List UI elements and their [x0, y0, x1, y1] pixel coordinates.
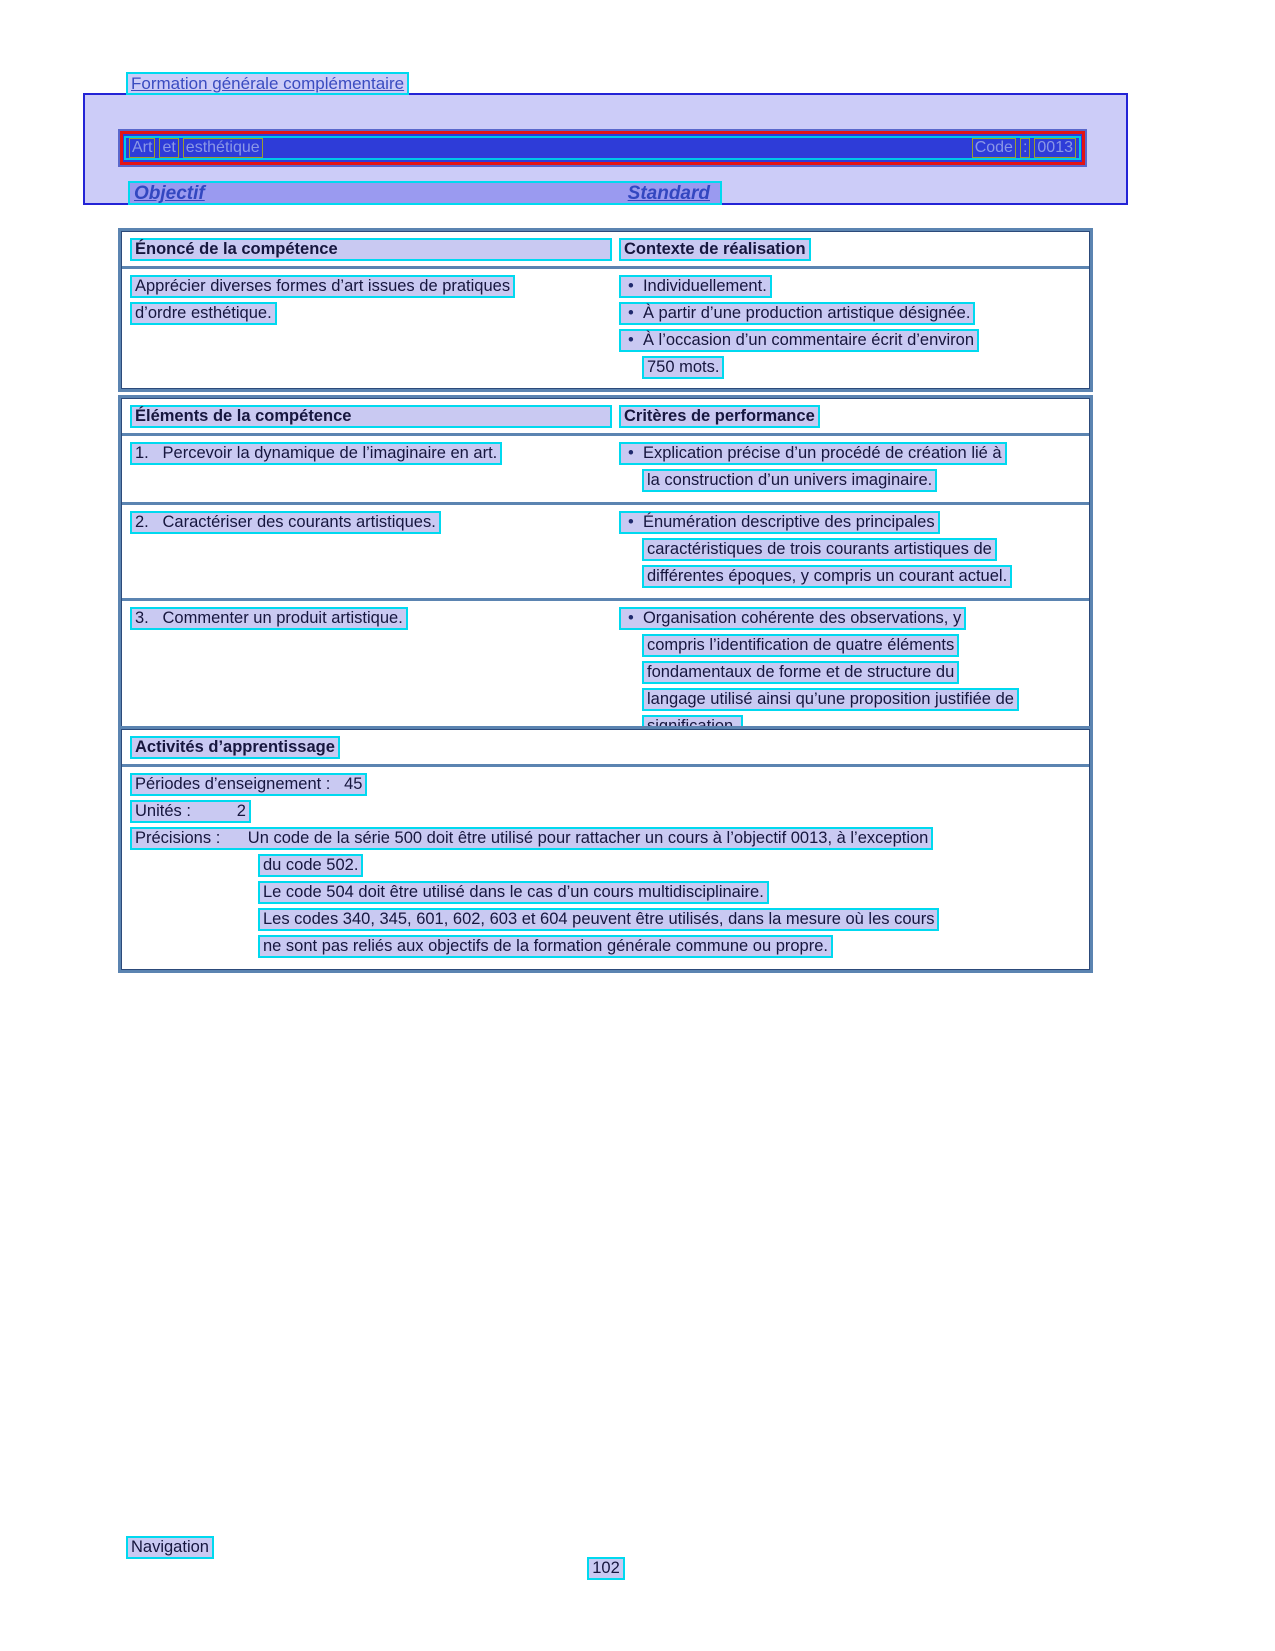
header-panel [83, 93, 1128, 205]
course-code-word: Code [972, 138, 1016, 158]
criteria-line: différentes époques, y compris un courant actuel. [642, 565, 1082, 588]
competency-table-header [121, 231, 1090, 269]
statement-line: d’ordre esthétique. [130, 302, 619, 325]
criteria-cell [619, 442, 1082, 496]
activities-body [121, 767, 1090, 970]
criteria-line: la construction d’un univers imaginaire. [642, 469, 1082, 492]
criteria-cell [619, 511, 1082, 592]
criteria-line: langage utilisé ainsi qu’une proposition justifiée de [642, 688, 1082, 711]
navigation-label[interactable]: Navigation [126, 1536, 214, 1559]
navigation-link[interactable] [126, 1536, 214, 1559]
objectif-standard-row [128, 181, 722, 205]
element-item: 3. Commenter un produit artistique. [130, 607, 619, 630]
header-cell-elements [130, 405, 619, 428]
criteria-line: • Énumération descriptive des principales [619, 511, 1082, 534]
header-cell-contexte [619, 238, 1082, 261]
element-row [121, 436, 1090, 502]
course-title-word: et [159, 138, 178, 158]
header-label: Contexte de réalisation [619, 238, 811, 261]
criteria-line: • Explication précise d’un procédé de création lié à [619, 442, 1082, 465]
page-number-row [0, 1557, 1212, 1580]
element-cell [130, 511, 619, 592]
competency-row [121, 269, 1090, 389]
header-label: Critères de performance [619, 405, 820, 428]
elements-table-header [121, 398, 1090, 436]
criteria-line: fondamentaux de forme et de structure du [642, 661, 1082, 684]
activity-line: ne sont pas reliés aux objectifs de la formation générale commune ou propre. [258, 935, 1081, 958]
header-label: Énoncé de la compétence [130, 238, 612, 261]
activity-line: Unités : 2 [130, 800, 1081, 823]
header-cell-enonce [130, 238, 619, 261]
activity-line: du code 502. [258, 854, 1081, 877]
context-line: • À l’occasion d’un commentaire écrit d’environ [619, 329, 1082, 352]
criteria-cell [619, 607, 1082, 742]
course-banner [118, 129, 1087, 167]
header-cell-criteres [619, 405, 1082, 428]
context-line: 750 mots. [642, 356, 1082, 379]
course-code-word: 0013 [1034, 138, 1076, 158]
section-link[interactable] [126, 72, 409, 95]
activities-table [118, 726, 1093, 973]
course-banner-text-line [124, 136, 1081, 160]
activity-line: Précisions : Un code de la série 500 doit être utilisé pour rattacher un cours à l’objectif 0013, à l’exception [130, 827, 1081, 850]
context-line: • Individuellement. [619, 275, 1082, 298]
heading-standard: Standard [627, 183, 710, 204]
activities-table-header [121, 729, 1090, 767]
section-link-label[interactable]: Formation générale complémentaire [126, 72, 409, 95]
context-cell [619, 275, 1082, 383]
statement-cell [130, 275, 619, 383]
activity-line: Le code 504 doit être utilisé dans le cas d’un cours multidisciplinaire. [258, 881, 1081, 904]
criteria-line: compris l’identification de quatre éléments [642, 634, 1082, 657]
criteria-line: caractéristiques de trois courants artistiques de [642, 538, 1082, 561]
element-row [121, 502, 1090, 598]
element-item: 2. Caractériser des courants artistiques. [130, 511, 619, 534]
element-cell [130, 607, 619, 742]
course-code [972, 138, 1076, 158]
course-banner-inner [120, 131, 1085, 165]
course-title-word: Art [129, 138, 155, 158]
course-title [129, 138, 263, 158]
element-item: 1. Percevoir la dynamique de l’imaginaire en art. [130, 442, 619, 465]
criteria-line: • Organisation cohérente des observations, y [619, 607, 1082, 630]
header-label: Éléments de la compétence [130, 405, 612, 428]
course-title-word: esthétique [183, 138, 263, 158]
context-line: • À partir d’une production artistique désignée. [619, 302, 1082, 325]
heading-objectif: Objectif [134, 183, 205, 204]
statement-line: Apprécier diverses formes d’art issues de pratiques [130, 275, 619, 298]
element-cell [130, 442, 619, 496]
activities-title: Activités d’apprentissage [130, 736, 340, 759]
activity-line: Les codes 340, 345, 601, 602, 603 et 604 peuvent être utilisés, dans la mesure où les cours [258, 908, 1081, 931]
elements-table [118, 395, 1093, 751]
activity-line: Périodes d’enseignement : 45 [130, 773, 1081, 796]
competency-table [118, 228, 1093, 392]
page-number: 102 [587, 1557, 625, 1580]
course-code-word: : [1020, 138, 1030, 158]
